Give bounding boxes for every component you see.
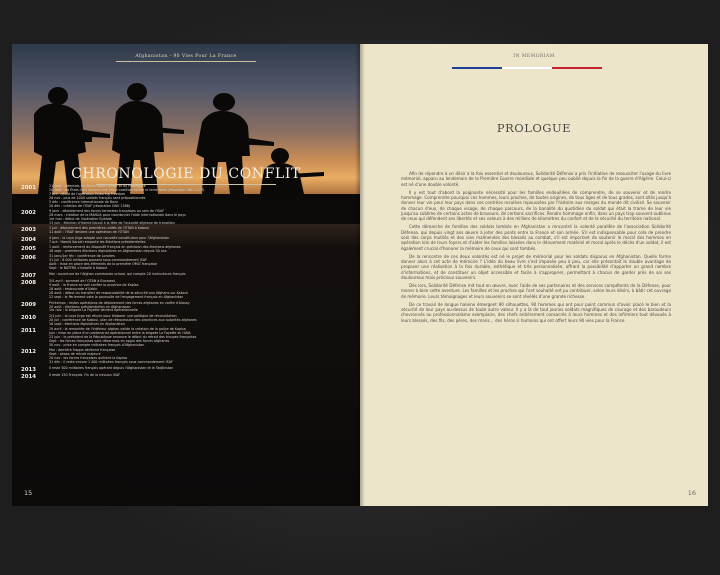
chronology-item: 30 nov : prise en compte militaires français d'Afghanistan	[49, 342, 145, 347]
chronology-item: Sept : les forces françaises sont désormais en appui des forces afghanes	[49, 338, 170, 343]
chronology-item: 7 oct : début de l'opération Enduring Freedom	[49, 191, 126, 196]
chronology-items	[49, 280, 351, 300]
chronology-year: 2005	[21, 246, 37, 253]
chronology-item: 28 mars : création de la MANUA pour coordonner l'aide internationale dans le pays	[49, 212, 186, 217]
chronology-item: 11 sept : attentats du World Trade Center et du Pentagone	[49, 184, 146, 188]
chronology-item: 1er mai : début de l'opération Épidote	[49, 216, 112, 221]
chronology-entry	[21, 227, 351, 235]
chronology-items	[49, 185, 351, 208]
chronology-item: 20 sept : les États-Unis lancent une vaste coalition contre le terrorisme (résolution ONU 1373)	[49, 187, 205, 192]
left-running-head	[12, 54, 360, 62]
chronology-entry	[21, 280, 351, 300]
chronology-year: 2006	[21, 255, 37, 262]
chronology-item: 18 sept : premières élections législatives en Afghanistan depuis 30 ans	[49, 248, 167, 253]
chronology-entry	[21, 273, 351, 279]
chronology-item: Août : mise en place des éléments de la première OMLT française	[49, 262, 158, 267]
chronology-item: Il reste 500 militaires français opérant depuis l'Afghanistan et le Tadjikistan	[49, 365, 174, 370]
chronology-item: 7 oct : Hamid Karzaï remporte les élections présidentielles	[49, 239, 146, 244]
chronology-item: Sept : le BATFRA s'installe à Kaboul	[49, 266, 108, 271]
chronology-year: 2002	[21, 210, 37, 217]
chronology-entry	[21, 349, 351, 365]
chronology-item: 18 sept : élections législatives en Afghanistan	[49, 321, 125, 326]
chronology-item: Juin : mise en place d'un partenariat opérationnel entre la brigade La Fayette et l'ANA	[49, 331, 191, 336]
left-running-head-text: Afghanistan - 90 Vies Pour La France	[135, 54, 237, 59]
chronology-item: Il reste 150 Français. Fin de la mission ISAF	[49, 373, 121, 378]
chronology-item: 2/4 juin : la Loya Jirga est réunie pour élaborer une politique de réconciliation	[49, 313, 177, 318]
chronology-item: 3/4 avril : sommet de l'OTAN à Bucarest	[49, 279, 115, 284]
chronology-entry	[21, 237, 351, 245]
chronology-item: 20 nov : les forces françaises quittent la Kapisa	[49, 356, 128, 361]
chronology-item: 19 avril : la remontée de l'intérieur afghan valide la création de la police de Kapisa	[49, 327, 186, 332]
chronology-item: 1 août : renforcement du dispositif français en prévision des élections afghanes	[49, 245, 181, 250]
flag-blue-band	[452, 67, 502, 69]
book-gutter	[355, 44, 365, 506]
chronology-year: 2004	[21, 236, 37, 243]
chronology-item: 20 déc : création de l'ISAF (résolution ONU 1386)	[49, 203, 131, 208]
chronology-item: 28 août : début du transfert de responsabilité de la sécurité aux Afghans sur Kaboul	[49, 291, 188, 296]
chronology-item: 20 juil : conférence de Kaboul, plan de rétrocession des provinces aux autorités afghanes	[49, 317, 197, 322]
chronology-entry	[21, 302, 351, 314]
chronology-year: 2007	[21, 272, 37, 279]
chronology-items	[49, 246, 351, 254]
chronology-item: Mai : dernière frappe aérienne française	[49, 348, 116, 353]
prologue-body	[401, 171, 671, 326]
chronology-item: 1 juil : déploiement des premières unités de l'OTAN à Kaboul	[49, 226, 150, 231]
chronology-entry	[21, 328, 351, 348]
chronology-items	[49, 302, 351, 314]
flag-red-band	[552, 67, 602, 69]
chronology-year: 2010	[21, 314, 37, 321]
right-page	[360, 44, 708, 506]
chronology-item: 18 août : embuscade d'Uzbin	[49, 287, 98, 292]
chronology-entry	[21, 185, 351, 208]
running-head-rule	[116, 61, 256, 62]
chronology-item: 31 juil : 8 000 militaires passent sous commandement ISAF	[49, 258, 148, 263]
chronology-item: 9 août : la France se voit confier la province de Kapisa	[49, 283, 139, 288]
chronology-item: 31 janv/1er fév : conférence de Londres	[49, 254, 115, 259]
chronology-item: 13 juin : élection d'Hamid Karzaï à la tête de l'autorité afghane de transition	[49, 220, 175, 225]
chronology-item: 31 déc : il reste encore 1 400 militaires français sous commandement ISAF	[49, 360, 173, 365]
chronology-items	[49, 315, 351, 327]
chronology-item: 5 déc : conférence internationale de Bonn	[49, 199, 119, 204]
chronology-year: 2011	[21, 328, 37, 335]
chronology-item: 26 nov : plus de 2000 soldats français sont prépositionnés	[49, 195, 146, 200]
chronology-items	[49, 227, 351, 235]
chronology-year: 2009	[21, 301, 37, 308]
chronology-year: 2014	[21, 374, 37, 381]
chronology-item: 20 août : élections présidentielles en Afghanistan	[49, 304, 131, 309]
prologue-paragraph: Il y est tout d'abord la poignante nécessité pour les familles endeuillées de comprendre, de se souvenir et de rendre hommage. Comprendre pourquoi ces hommes, leurs proches, de toutes origines, de tous âges et de tous grades, sont allés jusqu'à donner leur vie pour leur pays dans ces contrées reculées repoussées par l'histoire aux marges du monde dit civilisé. Se souvenir de chacun d'eux, de chaque visage, de chaque parcours, de la banalité du quotidien du soldat qui était la trame de leur vie jusqu'au sublime de certains actes de bravoure, de certains sacrifices. Rendre hommage enfin, dans un pays trop souvent oublieux de ceux qui défendent ses libertés et ses valeurs à des milliers de kilomètres du confort et de la sécurité du territoire national.	[401, 189, 671, 222]
chronology-items	[49, 237, 351, 245]
chronology-items	[49, 255, 351, 271]
chronology-item: 22 sept : le Parlement vote la poursuite de l'engagement français en Afghanistan	[49, 295, 184, 300]
chronology-year: 2003	[21, 227, 37, 234]
prologue-paragraph: Afin de répondre à un désir à la fois essentiel et douloureux, Solidarité Défense a pris l'initiative de ressusciter l'usage du livre mémoriel, apparu au lendemain de la Première Guerre mondiale et quelque peu oublié depuis la fin de la guerre d'Algérie. Celui-ci est né d'une double volonté.	[401, 171, 671, 187]
chronology-entry	[21, 374, 351, 380]
chronology-items	[49, 328, 351, 348]
chronology-title: CHRONOLOGIE DU CONFLIT	[71, 166, 301, 182]
flag-white-band	[502, 67, 552, 69]
chronology-entry	[21, 367, 351, 373]
chronology-items	[49, 210, 351, 226]
right-running-head: IN MEMORIAM	[513, 54, 555, 59]
prologue-title: PROLOGUE	[496, 121, 572, 135]
left-page	[12, 44, 360, 506]
chronology-item: 1er nov : la brigade La Fayette devient opérationnelle	[49, 308, 138, 313]
prologue-paragraph: Dès lors, Solidarité Défense mit tout en œuvre, avec l'aide de ses partenaires et des services compétents de la Défense, pour mener à bien cette aventure. Les familles et les proches qui l'ont souhaité ont pu contribuer, selon leurs désirs, à bâtir cet ouvrage de mémoire. Leurs témoignages et leurs souvenirs se sont révélés d'une grande richesse.	[401, 282, 671, 299]
chronology-items	[49, 374, 351, 380]
chronology-item: 11 août : l'ISAF devient une opération de l'OTAN	[49, 230, 129, 235]
prologue-paragraph: De la rencontre de ces deux volontés est né le projet de mémorial pour les soldats disparus en Afghanistan. Quelle forme donner alors à cet acte de mémoire ? L'idée du beau livre s'est imposée peu à peu, car elle présentait le double avantage de proposer une réalisation à la fois durable, esthétique et très personnalisée, offrant la possibilité d'apporter un grand nombre d'informations, et de constituer un objet accessible et facile à s'approprier, permettant à chacun de garder près de soi ses douloureux mais précieux souvenirs.	[401, 253, 671, 280]
chronology-year: 2008	[21, 280, 37, 287]
chronology-items	[49, 367, 351, 373]
right-page-number: 16	[687, 489, 696, 497]
chronology-item: 23 juin : le président de la République annonce le début du retrait des troupes françaises	[49, 335, 197, 340]
tricolor-rule	[452, 67, 602, 69]
chronology-year: 2001	[21, 185, 37, 191]
left-page-number: 15	[24, 489, 33, 497]
chronology-items	[49, 349, 351, 365]
chronology-item: 4 janv : la Loya Jirga adopte une nouvelle constitution pour l'Afghanistan	[49, 235, 170, 240]
chronology-entry	[21, 255, 351, 271]
chronology-entry	[21, 315, 351, 327]
chronology-items	[49, 273, 351, 279]
prologue-paragraph: De ce travail de longue haleine émergent 90 silhouettes, 90 hommes qui ont pour point commun d'avoir placé le bien et la sécurité de leur pays au-dessus de toute autre valeur. Il y a là de tout jeunes soldats magnifiques de courage et des baroudeurs chevronnés au professionnalisme exemplaire, des chefs entièrement consacrés à leurs hommes et des infirmiers tout dévoués à leurs blessés, des fils, des pères, des maris… des héros si humains qui ont offert leurs 90 vies pour la France.	[401, 301, 671, 323]
prologue-paragraph: Cette démarche de familles des soldats tombés en Afghanistan a rencontré la volonté parallèle de l'association Solidarité Défense, qui depuis vingt ans œuvre à jeter des ponts entre la France et son armée. S'il est indispensable pour cela de prendre soin des corps mutilés et des vies malmenées des blessés au combat, s'il est important de soutenir le moral des hommes en opération loin de leurs foyers et d'aider les familles laissées dans le dénuement matériel et moral après le décès d'un soldat, il est également crucial d'honorer la mémoire de ceux qui sont tombés.	[401, 224, 671, 251]
chronology-year: 2012	[21, 349, 37, 356]
chronology-year: 2013	[21, 366, 37, 373]
chronology-timeline	[21, 185, 351, 382]
chronology-entry	[21, 246, 351, 254]
chronology-item: Sept : phase de retrait majeure	[49, 352, 101, 357]
chronology-item: Printemps : restes opérations de déploiement des forces afghanes en vallée d'Alasay	[49, 300, 190, 305]
chronology-entry	[21, 210, 351, 226]
chronology-item: Mai : ouverture de l'Afghan commando school, qui compte 20 instructeurs français	[49, 271, 186, 276]
chronology-item: 9 janv : déploiement des forces terrestres françaises au sein de l'ISAF	[49, 209, 165, 214]
